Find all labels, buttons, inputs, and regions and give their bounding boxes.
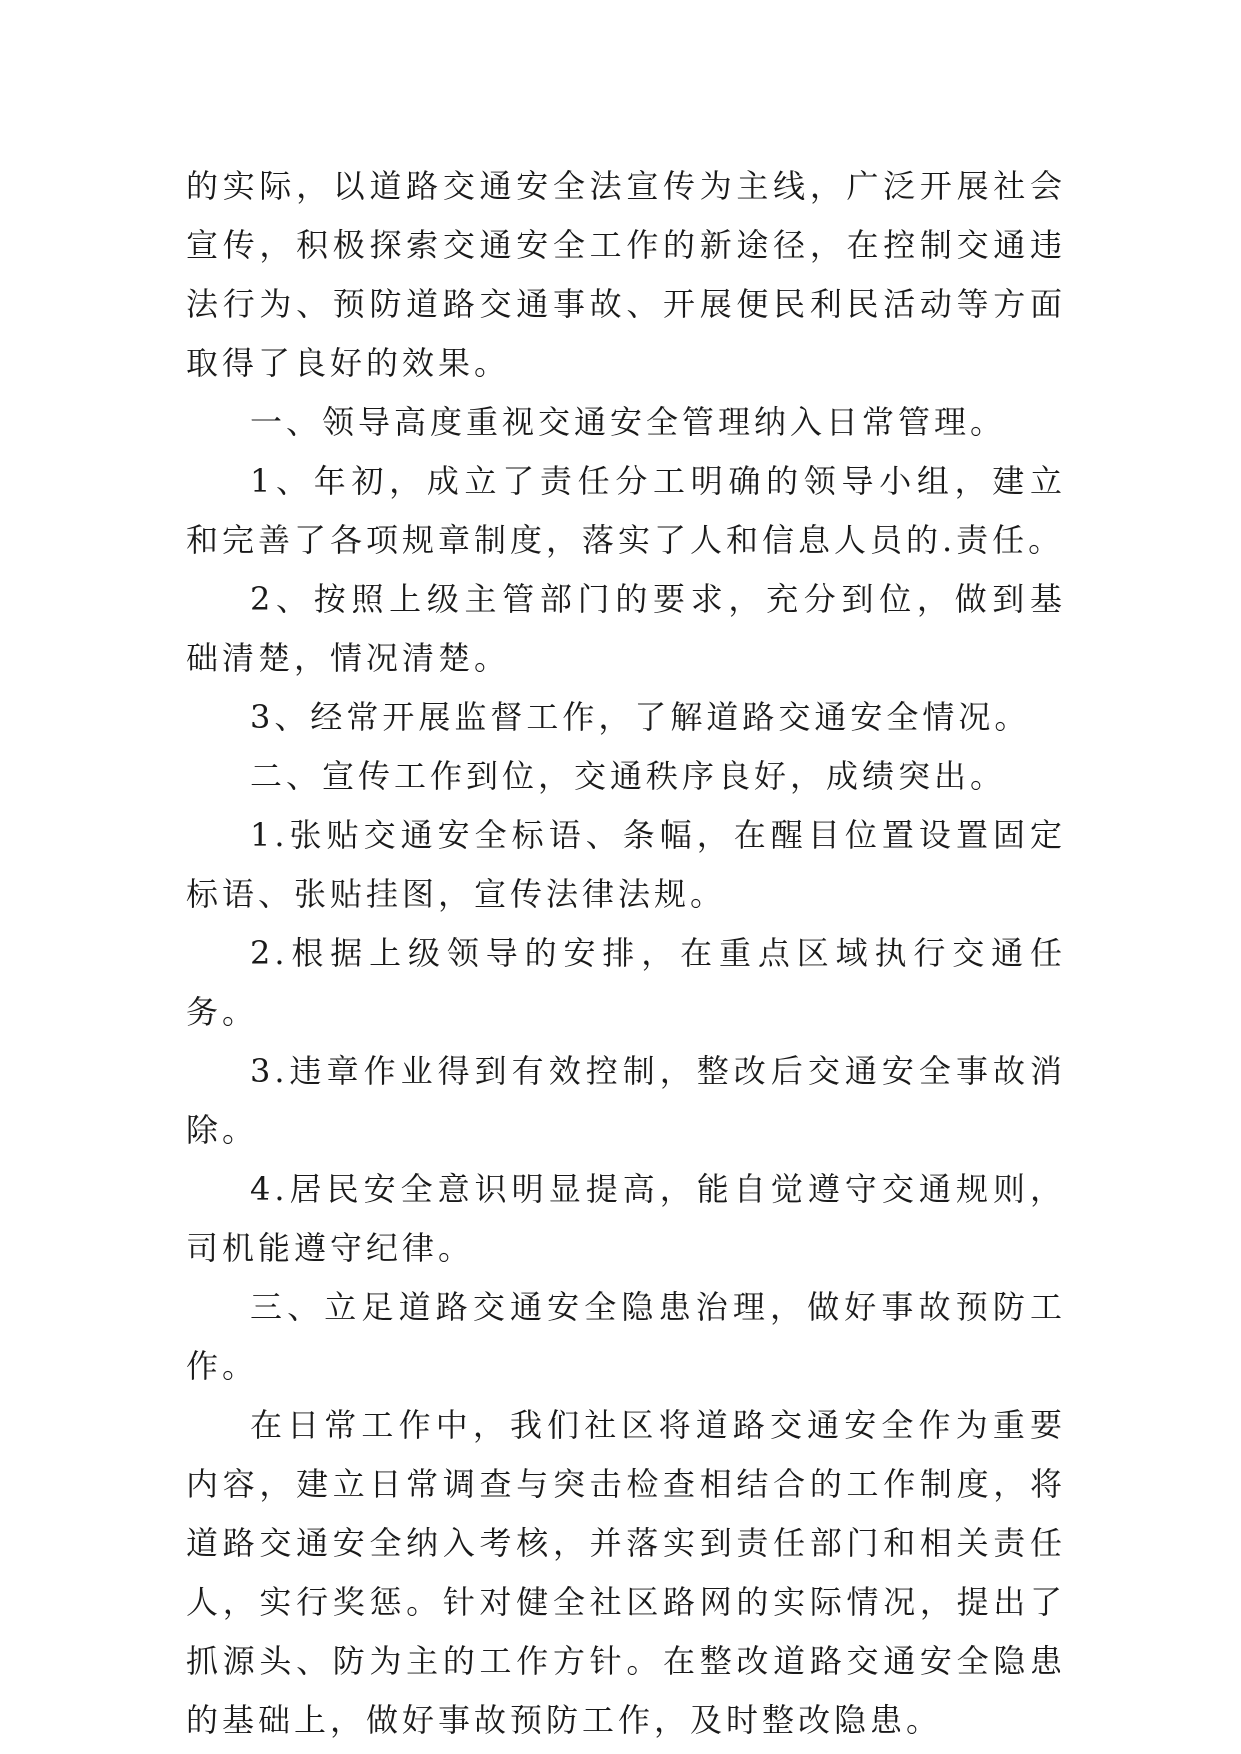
paragraph-intro-continuation: 的实际，以道路交通安全法宣传为主线，广泛开展社会宣传，积极探索交通安全工作的新途径，在控制交通违法行为、预防道路交通事故、开展便民利民活动等方面取得了良好的效果。 (186, 167, 1066, 382)
section-heading-publicity: 二、宣传工作到位，交通秩序良好，成绩突出。 (250, 757, 1007, 795)
section-heading-leadership: 一、领导高度重视交通安全管理纳入日常管理。 (250, 403, 1007, 441)
document-body (186, 157, 1066, 1750)
paragraph-hazard-control-body: 在日常工作中，我们社区将道路交通安全作为重要内容，建立日常调查与突击检查相结合的工作制度，将道路交通安全纳入考核，并落实到责任部门和相关责任人，实行奖惩。针对健全社区路网的实际情况，提出了抓源头、防为主的工作方针。在整改道路交通安全隐患的基础上，做好事故预防工作，及时整改隐患。 (186, 1406, 1066, 1739)
list-item-leadership-2: 2、按照上级主管部门的要求，充分到位，做到基础清楚，情况清楚。 (186, 580, 1066, 677)
list-item-leadership-1: 1、年初，成立了责任分工明确的领导小组，建立和完善了各项规章制度，落实了人和信息人员的.责任。 (186, 462, 1066, 559)
list-item-publicity-1: 1.张贴交通安全标语、条幅，在醒目位置设置固定标语、张贴挂图，宣传法律法规。 (186, 816, 1066, 913)
list-item-publicity-4: 4.居民安全意识明显提高，能自觉遵守交通规则，司机能遵守纪律。 (186, 1170, 1066, 1267)
list-item-publicity-3: 3.违章作业得到有效控制，整改后交通安全事故消除。 (186, 1052, 1066, 1149)
section-heading-hazard-control: 三、立足道路交通安全隐患治理，做好事故预防工作。 (186, 1288, 1066, 1385)
list-item-publicity-2: 2.根据上级领导的安排，在重点区域执行交通任务。 (186, 934, 1066, 1031)
list-item-leadership-3: 3、经常开展监督工作，了解道路交通安全情况。 (250, 698, 1031, 736)
